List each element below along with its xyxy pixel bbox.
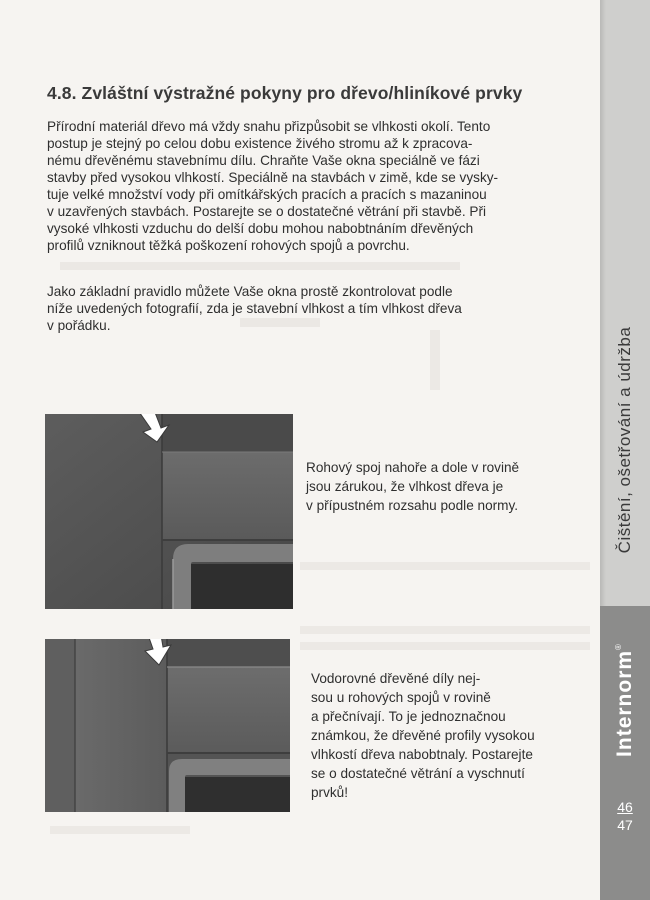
- caption-line: známkou, že dřevěné profily vysokou: [311, 728, 535, 743]
- paragraph-line: níže uvedených fotografií, zda je stavební vlhkost a tím vlhkost dřeva: [47, 301, 462, 316]
- window-corner-swollen-image: [45, 639, 290, 812]
- paragraph-line: vysoké vlhkosti vzduchu do delší dobu mohou nabobtnáním dřevěných: [47, 221, 474, 236]
- photo-flush-corner-joint: [45, 414, 293, 609]
- brand-name: Internorm: [613, 649, 636, 757]
- rule-paragraph: [47, 283, 572, 334]
- sidebar-chapter-title: [600, 280, 650, 600]
- page-number-current: 46: [617, 799, 633, 815]
- paragraph-line: v pořádku.: [47, 318, 111, 333]
- photo-swollen-corner-joint: [45, 639, 290, 812]
- registered-mark: ®: [614, 643, 623, 650]
- caption-line: v přípustném rozsahu podle normy.: [306, 498, 519, 513]
- caption-line: prvků!: [311, 785, 349, 800]
- caption-line: se o dostatečné větrání a vyschnutí: [311, 766, 525, 781]
- caption-line: Rohový spoj nahoře a dole v rovině: [306, 460, 520, 475]
- paragraph-line: tuje velké množství vody při omítkářských pracích a pracích s mazaninou: [47, 187, 487, 202]
- paragraph-line: nému dřevěnému stavebnímu dílu. Chraňte Vaše okna speciálně ve fázi: [47, 153, 480, 168]
- window-corner-flush-image: [45, 414, 293, 609]
- paragraph-line: stavby před vysokou vlhkostí. Speciálně na stavbách v zimě, kde se vysky-: [47, 170, 499, 185]
- paragraph-line: Přírodní materiál dřevo má vždy snahu přizpůsobit se vlhkosti okolí. Tento: [47, 119, 491, 134]
- caption-flush-joint: [306, 458, 576, 515]
- chapter-title-text: Čištění, ošetřování a údržba: [615, 326, 634, 554]
- caption-line: sou u rohových spojů v rovině: [311, 690, 491, 705]
- paragraph-line: postup je stejný po celou dobu existence živého stromu až k zpracova-: [47, 136, 473, 151]
- caption-line: vlhkostí dřeva nabobtnaly. Postarejte: [311, 747, 533, 762]
- paragraph-line: v uzavřených stavbách. Postarejte se o dostatečné větrání při stavbě. Při: [47, 204, 487, 219]
- caption-line: Vodorovné dřevěné díly nej-: [311, 671, 481, 686]
- paragraph-line: profilů vzniknout těžká poškození rohových spojů a povrchu.: [47, 238, 410, 253]
- caption-line: jsou zárukou, že vlhkost dřeva je: [306, 479, 504, 494]
- paragraph-line: Jako základní pravidlo můžete Vaše okna prostě zkontrolovat podle: [47, 284, 453, 299]
- section-heading: 4.8. Zvláštní výstražné pokyny pro dřevo/hliníkové prvky: [47, 83, 523, 103]
- caption-swollen-joint: [311, 669, 573, 802]
- caption-line: a přečnívají. To je jednoznačnou: [311, 709, 506, 724]
- intro-paragraph: [47, 118, 572, 254]
- page-number-next: 47: [617, 817, 633, 833]
- brand-logo: [600, 620, 650, 780]
